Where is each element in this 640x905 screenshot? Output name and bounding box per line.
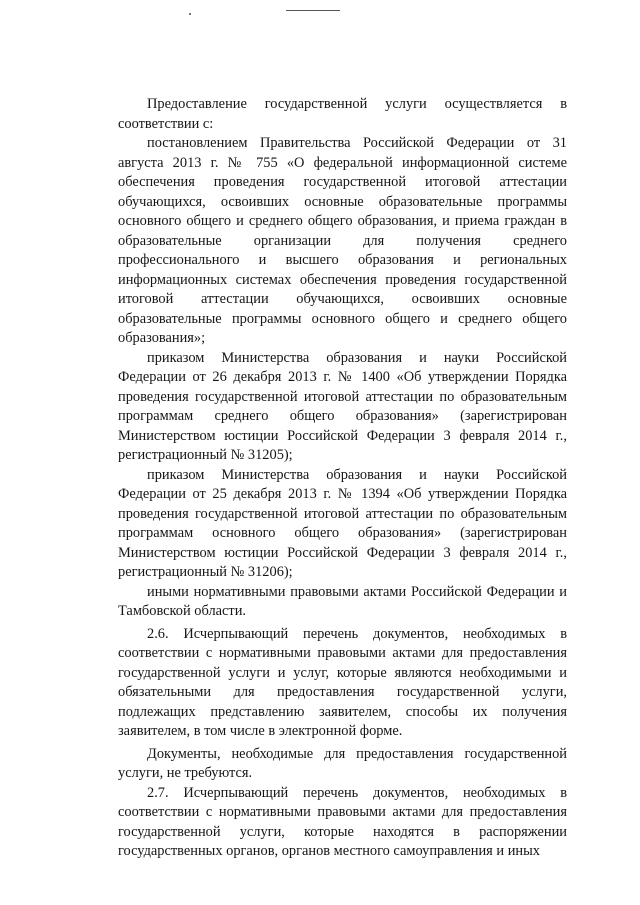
paragraph-2-7: 2.7. Исчерпывающий перечень документов, необходимых в соответствии с нормативными правовыми актами для предоставления государственной услуги, которые находятся в распоряжении государственных органов, органов местного самоуправления и иных <box>118 784 567 859</box>
paragraph-order-1400: приказом Министерства образования и науки Российской Федерации от 26 декабря 2013 г. № 1400 «Об утверждении Порядка проведения государственной итоговой аттестации по образовательным программам среднего общего образования» (зарегистрирован Министерством юстиции Российской Федерации 3 февраля 2014 г., регистрационный № 31205); <box>118 349 567 463</box>
paragraph-decree-755: постановлением Правительства Российской Федерации от 31 августа 2013 г. № 755 «О федеральной информационной системе обеспечения проведения государственной итоговой аттестации обучающихся, освоивших основные образовательные программы основного общего и среднего общего образования, и приема граждан в образовательные организации для получения среднего профессионального и высшего образования и региональных информационных системах обеспечения проведения государственной итоговой аттестации обучающихся, освоивших основные образовательные программы основного общего и среднего общего образования»; <box>118 135 567 346</box>
scan-mark <box>286 10 340 11</box>
document-body <box>118 95 567 862</box>
paragraph-other-acts: иными нормативными правовыми актами Российской Федерации и Тамбовской области. <box>118 583 567 619</box>
paragraph-intro: Предоставление государственной услуги осуществляется в соответствии с: <box>118 96 567 132</box>
scan-dot <box>189 13 191 15</box>
paragraph-2-6: 2.6. Исчерпывающий перечень документов, необходимых в соответствии с нормативными правовыми актами для предоставления государственной услуги и услуг, которые являются необходимыми и обязательными для предоставления государственной услуги, подлежащих представлению заявителем, способы их получения заявителем, в том числе в электронной форме. <box>118 625 567 739</box>
paragraph-order-1394: приказом Министерства образования и науки Российской Федерации от 25 декабря 2013 г. № 1394 «Об утверждении Порядка проведения государственной итоговой аттестации по образовательным программам основного общего образования» (зарегистрирован Министерством юстиции Российской Федерации 3 февраля 2014 г., регистрационный № 31206); <box>118 466 567 580</box>
paragraph-documents-not-required: Документы, необходимые для предоставления государственной услуги, не требуются. <box>118 745 567 781</box>
